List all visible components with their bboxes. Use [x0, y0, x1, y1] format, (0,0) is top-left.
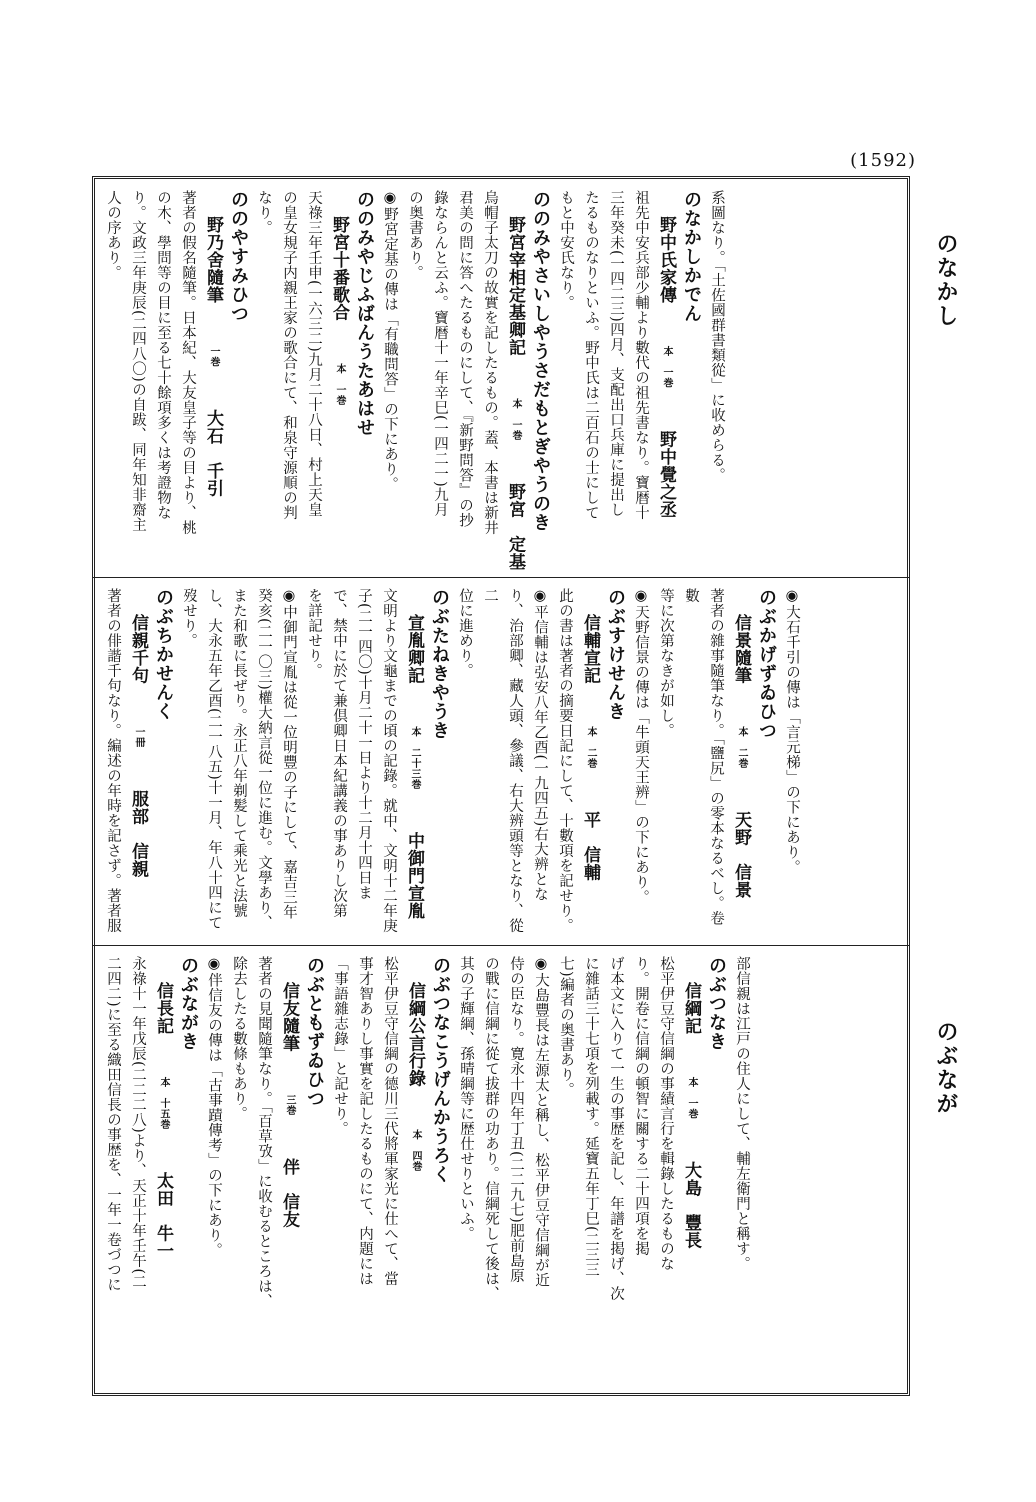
text-line: 位に進めり。	[457, 588, 473, 678]
section-1-text	[100, 190, 729, 570]
text-line: り。開卷に信綱の頓智に關する二十四項を掲	[633, 956, 649, 1256]
entry-title-text: 信親千句	[128, 613, 148, 684]
entry-title-text: 信綱記	[681, 981, 701, 1034]
entry-heading: ののやすみひつ	[228, 190, 249, 323]
entry-title	[577, 588, 603, 938]
entry-title	[678, 956, 704, 1376]
entry-author: 太田 牛一	[153, 1171, 173, 1259]
entry-author: 野中覺之丞	[656, 430, 676, 518]
text-line: 二四二)に至る織田信長の事歴を、一年一卷づつに	[105, 956, 121, 1293]
text-line: 除去したる數條もあり。	[231, 956, 247, 1121]
entry-author: 大島 豐長	[681, 1161, 701, 1249]
text-line: 系圖なり。「土佐國群書類從」に收めらる。	[709, 190, 725, 483]
entry-heading: ののみやじふばんうたあはせ	[354, 190, 375, 437]
entry-author: 服部 信親	[128, 789, 148, 877]
text-line: り、治部卿、藏人頭、參議、右大辨頭等となり、從二	[482, 588, 523, 933]
text-line: ◉大島豐長は左源太と稱し、松平伊豆守信綱が近	[533, 956, 549, 1288]
entry-title-text: 宣胤卿記	[404, 613, 424, 684]
entry-heading: のぶたねきやうき	[429, 588, 450, 740]
entry-title-text: 信友隨筆	[279, 981, 299, 1052]
section-1	[100, 190, 904, 570]
text-line: の木、學問等の目に至る七十餘項多くは考證物な	[155, 190, 171, 520]
entry-heading: のぶながき	[178, 956, 199, 1051]
section-2	[100, 588, 904, 938]
entry-volume-note: 本 一巻	[334, 363, 345, 405]
text-line: 著者の俳諧千句なり。編述の年時を記さず。著者服	[105, 588, 121, 933]
text-line: ◉平信輔は弘安八年乙酉(一九四五)右大辨とな	[532, 588, 548, 902]
text-line: し、大永五年乙酉(二一八五)十一月、年八十四にて	[206, 588, 222, 931]
section-3	[100, 956, 904, 1376]
text-line: なり。	[256, 190, 272, 235]
entry-title-text: 野宮宰相定基卿記	[505, 215, 525, 356]
text-line: ◉伴信友の傳は「古事蹟傳考」の下にあり。	[206, 956, 222, 1258]
entry-volume-note: 一冊	[133, 726, 144, 747]
entry-title-text: 信景隨筆	[731, 613, 751, 684]
entry-volume-note: 本 二十三巻	[409, 726, 420, 789]
section-divider-2	[92, 945, 910, 946]
entry-heading: のぶちかせんく	[153, 588, 174, 721]
text-line: で、禁中に於て兼倶卿日本紀講義の事ありし次第	[331, 588, 347, 918]
text-line: に雜話三十七項を列載す。延寶五年丁巳(二三三	[583, 956, 599, 1278]
entry-author: 大石 千引	[203, 409, 223, 497]
entry-title	[401, 588, 427, 938]
text-line: の奥書あり。	[407, 190, 423, 280]
entry-title-text: 信輔宣記	[580, 613, 600, 684]
text-line: 著者の見聞隨筆なり。「百草攷」に收むるところは、	[256, 956, 272, 1309]
text-line: 七)編者の奥書あり。	[558, 956, 574, 1098]
text-line: もと中安氏なり。	[558, 190, 574, 310]
text-line: たるものなりといふ。野中氏は二百石の士にして	[583, 190, 599, 520]
text-line: 文明より文龜までの頃の記錄。就中、文明十二年庚	[381, 588, 397, 933]
entry-author: 中御門宣胤	[404, 831, 424, 919]
page-number: (1592)	[850, 150, 916, 171]
text-line: ◉大石千引の傳は「言元梯」の下にあり。	[784, 588, 800, 875]
entry-title	[502, 190, 528, 570]
entry-title	[653, 190, 679, 570]
section-2-text	[100, 588, 804, 938]
entry-title	[276, 956, 302, 1376]
entry-volume-note: 本 二巻	[585, 726, 596, 768]
entry-title-text: 野中氏家傳	[656, 215, 676, 303]
text-line: 部信親は江戸の住人にして、輔左衛門と稱す。	[734, 956, 750, 1271]
text-line: 著者の雜事隨筆なり。「鹽尻」の零本なるべし。卷數	[683, 588, 724, 926]
entry-title	[326, 190, 352, 570]
text-line: 等に次第なきが如し。	[658, 588, 674, 738]
text-line: 子(二一四〇)十月二十一日より十二月十四日ま	[356, 588, 372, 901]
entry-title-text: 信長記	[153, 981, 173, 1034]
entry-volume-note: 一巻	[208, 345, 219, 367]
entry-volume-note: 本 四巻	[410, 1129, 421, 1171]
text-line: 癸亥(二一〇三)權大納言從一位に進む。文學あり、	[256, 588, 272, 931]
text-line: 君美の問に答へたるものにして、『新野問答』の抄	[457, 190, 473, 528]
text-line: また和歌に長ぜり。永正八年剃髪して乘光と法號	[231, 588, 247, 918]
entry-volume-note: 本 一巻	[686, 1076, 697, 1119]
entry-title	[150, 956, 176, 1376]
text-line: 永祿十一年戊辰(二二二八)より、天正十年壬午(二	[130, 956, 146, 1290]
entry-title	[728, 588, 754, 938]
text-line: の皇女規子内親王家の歌合にて、和泉守源順の判	[281, 190, 297, 520]
text-line: 「事語雜志錄」と記せり。	[332, 956, 348, 1136]
entry-volume-note: 本 十五巻	[158, 1076, 169, 1129]
text-line: 松平伊豆守信綱の德川三代將軍家光に仕へて、當	[382, 956, 398, 1286]
text-line: 其の子輝綱、孫晴綱等に歴仕せりといふ。	[458, 956, 474, 1241]
entry-heading: のぶかげずゐひつ	[756, 588, 777, 740]
text-line: ◉天野信景の傳は「牛頭天王辨」の下にあり。	[633, 588, 649, 905]
entry-title	[200, 190, 226, 570]
entry-author: 平 信輔	[580, 810, 600, 881]
text-line: 侍の臣なり。寛永十四年丁丑(二二九七)肥前島原	[508, 956, 524, 1284]
entry-author: 天野 信景	[731, 810, 751, 898]
entry-title	[402, 956, 428, 1376]
entry-heading: のぶつなき	[706, 956, 727, 1051]
entry-title	[125, 588, 151, 938]
text-line: 烏帽子太刀の故實を記したるもの。蓋、本書は新井	[482, 190, 498, 535]
entry-author: 野宮 定基	[505, 482, 525, 570]
text-line: 松平伊豆守信綱の事績言行を輯錄したるものな	[658, 956, 674, 1271]
entry-heading: のなかしかでん	[681, 190, 702, 323]
text-line: げ本文に入りて一生の事歴を記し、年譜を掲げ、次	[608, 956, 624, 1301]
entry-volume-note: 本 二巻	[736, 726, 747, 768]
section-divider-1	[92, 577, 910, 578]
entry-volume-note: 三巻	[284, 1094, 295, 1115]
index-label-top: のなかし	[933, 232, 959, 328]
text-line: 三年癸未(一四二三)四月、支配出口兵庫に提出し	[608, 190, 624, 518]
text-line: 歿せり。	[181, 588, 197, 648]
text-line: を詳記せり。	[306, 588, 322, 678]
entry-heading: のぶともずゐひつ	[304, 956, 325, 1108]
text-line: り。文政三年庚辰(二四八〇)の自跋、同年知非齋主	[130, 190, 146, 533]
text-line: 此の書は著者の摘要日記にして、十數項を記せり。	[557, 588, 573, 933]
index-label-bottom: のぶなが	[933, 1020, 959, 1116]
text-line: 著者の假名隨筆。日本紀、大友皇子等の目より、桃	[180, 190, 196, 535]
entry-heading: ののみやさいしやうさだもとぎやうのき	[530, 190, 551, 532]
entry-title-text: 野宮十番歌合	[329, 215, 349, 321]
section-3-text	[100, 956, 754, 1376]
text-line: ◉中御門宣胤は從一位明豐の子にして、嘉吉三年	[281, 588, 297, 920]
text-line: の戰に信綱に從て拔群の功あり。信綱死して後は、	[483, 956, 499, 1301]
entry-title-text: 野乃舍隨筆	[203, 215, 223, 303]
text-line: 錄ならんと云ふ。寶暦十一年辛巳(一四二一)九月	[432, 190, 448, 518]
entry-volume-note: 本 一巻	[661, 345, 672, 388]
text-line: ◉野宮定基の傳は「有職問答」の下にあり。	[382, 190, 398, 492]
text-line: 事才智ありし事實を記したるものにて、内題には	[357, 956, 373, 1286]
entry-title-text: 信綱公言行錄	[405, 981, 425, 1087]
entry-heading: のぶすけせんき	[605, 588, 626, 721]
entry-volume-note: 本 一巻	[510, 398, 521, 440]
text-line: 祖先中安兵部少輔より數代の祖先書なり。寶暦十	[633, 190, 649, 520]
text-line: 人の序あり。	[105, 190, 121, 280]
entry-heading: のぶつなこうげんかうろく	[430, 956, 451, 1184]
text-line: 天祿三年壬申(一六三二)九月二十八日、村上天皇	[306, 190, 322, 518]
entry-author: 伴 信友	[279, 1157, 299, 1228]
